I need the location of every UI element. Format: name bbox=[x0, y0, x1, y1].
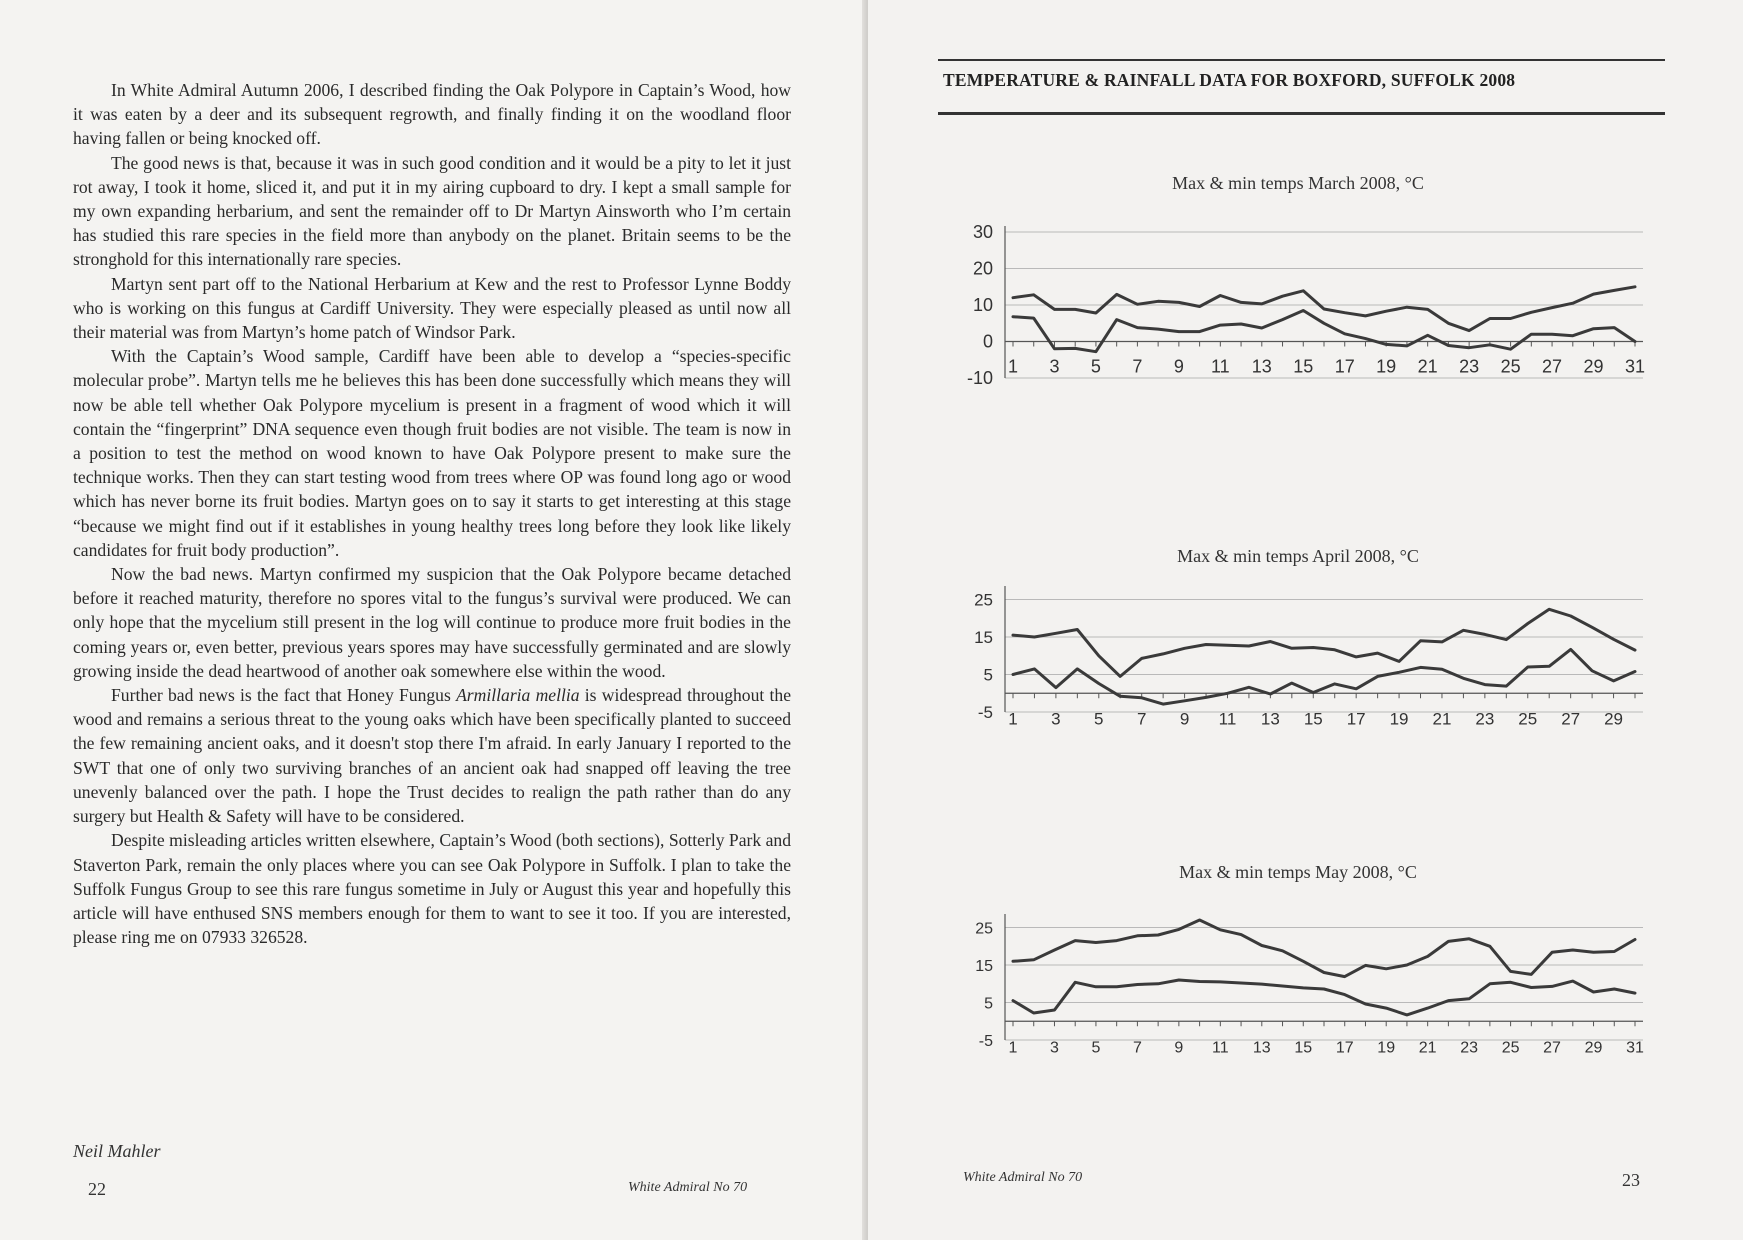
ytick-label-march--10: -10 bbox=[966, 368, 993, 388]
page-number-right: 23 bbox=[1622, 1170, 1640, 1190]
paragraph-7: Despite misleading articles written elsewhere, Captain’s Wood (both sections), Sotterly Park and Staverton Park, remain the only places where you can see Oak Polypore in Suffolk. I plan to take the Suffolk Fungus Group to see this rare fungus sometime in July or August this year and hopefully this article will have enthused SNS members enough for them to want to see it too. If you are interested, please ring me on 07933 326528. bbox=[73, 830, 791, 948]
xtick-label-may-21: 21 bbox=[1418, 1039, 1437, 1057]
xtick-label-april-5: 5 bbox=[1094, 709, 1104, 729]
xtick-label-march-5: 5 bbox=[1090, 356, 1101, 377]
footer-title-right: White Admiral No 70 bbox=[963, 1170, 1083, 1185]
ytick-label-may-5: 5 bbox=[984, 995, 993, 1013]
xtick-label-april-7: 7 bbox=[1136, 709, 1147, 729]
xtick-label-march-19: 19 bbox=[1376, 356, 1397, 377]
xtick-label-may-5: 5 bbox=[1091, 1039, 1101, 1057]
xtick-label-march-7: 7 bbox=[1132, 356, 1143, 377]
ytick-label-march-20: 20 bbox=[972, 258, 993, 279]
ytick-label-march-10: 10 bbox=[972, 295, 993, 315]
series-line-may-max bbox=[1013, 920, 1635, 977]
chart-may bbox=[938, 862, 1658, 1122]
chart-title-april: Max & min temps April 2008, °C bbox=[1177, 546, 1419, 566]
xtick-label-may-25: 25 bbox=[1501, 1039, 1520, 1057]
page-number-left: 22 bbox=[88, 1179, 106, 1199]
xtick-label-april-1: 1 bbox=[1008, 709, 1018, 729]
author-name: Neil Mahler bbox=[73, 1141, 161, 1161]
xtick-label-march-15: 15 bbox=[1293, 356, 1314, 377]
ytick-label-may-15: 15 bbox=[975, 958, 993, 975]
series-line-may-min bbox=[1013, 980, 1635, 1015]
xtick-label-april-17: 17 bbox=[1346, 709, 1366, 729]
xtick-label-april-3: 3 bbox=[1051, 709, 1061, 729]
xtick-label-april-9: 9 bbox=[1179, 709, 1190, 729]
paragraph-6 bbox=[73, 683, 791, 828]
paragraph-3: Martyn sent part off to the National Herbarium at Kew and the rest to Professor Lynne Boddy who is working on this fungus at Cardiff University. They were especially pleased as until now all their material was from Martyn’s home patch of Windsor Park. bbox=[73, 273, 791, 343]
heading-rule-top bbox=[938, 59, 1665, 61]
paragraph-5: Now the bad news. Martyn confirmed my suspicion that the Oak Polypore became detached before it reached maturity, therefore no spores vital to the fungus’s survival were produced. We can only hope that the mycelium still present in the log will continue to produce more fruit bodies in the coming years or, even better, previous years spores may have successfully germinated and are slowly growing inside the dead heartwood of another oak somewhere else within the wood. bbox=[73, 564, 791, 681]
xtick-label-april-21: 21 bbox=[1432, 709, 1452, 729]
paragraph-1: In White Admiral Autumn 2006, I described finding the Oak Polypore in Captain’s Wood, how it was eaten by a deer and its subsequent regrowth, and finally finding it on the woodland floor having fallen or being knocked off. bbox=[73, 80, 791, 149]
ytick-label-april-15: 15 bbox=[974, 628, 993, 647]
xtick-label-march-9: 9 bbox=[1173, 356, 1184, 377]
xtick-label-may-3: 3 bbox=[1050, 1039, 1059, 1057]
xtick-label-march-23: 23 bbox=[1459, 356, 1480, 377]
xtick-label-march-17: 17 bbox=[1334, 356, 1355, 377]
xtick-label-march-13: 13 bbox=[1251, 356, 1272, 377]
ytick-label-april-25: 25 bbox=[974, 590, 993, 610]
xtick-label-april-19: 19 bbox=[1389, 709, 1409, 729]
xtick-label-april-25: 25 bbox=[1518, 709, 1538, 729]
xtick-label-may-11: 11 bbox=[1212, 1039, 1229, 1057]
xtick-label-april-29: 29 bbox=[1604, 709, 1624, 729]
ytick-label-may-25: 25 bbox=[975, 920, 993, 938]
page-heading: TEMPERATURE & RAINFALL DATA FOR BOXFORD, SUFFOLK 2008 bbox=[943, 70, 1516, 90]
xtick-label-may-29: 29 bbox=[1584, 1039, 1603, 1057]
xtick-label-may-7: 7 bbox=[1132, 1039, 1142, 1057]
ytick-label-may--5: -5 bbox=[978, 1033, 993, 1050]
xtick-label-april-13: 13 bbox=[1260, 709, 1280, 729]
left-page bbox=[0, 0, 868, 1240]
xtick-label-may-27: 27 bbox=[1543, 1039, 1561, 1057]
xtick-label-march-31: 31 bbox=[1624, 356, 1646, 377]
xtick-label-march-3: 3 bbox=[1049, 356, 1060, 377]
xtick-label-may-19: 19 bbox=[1377, 1039, 1396, 1057]
xtick-label-march-27: 27 bbox=[1542, 356, 1563, 377]
xtick-label-april-15: 15 bbox=[1303, 709, 1323, 729]
xtick-label-march-29: 29 bbox=[1583, 356, 1604, 377]
xtick-label-may-13: 13 bbox=[1252, 1039, 1271, 1057]
xtick-label-april-23: 23 bbox=[1475, 709, 1495, 729]
ytick-label-march-30: 30 bbox=[972, 222, 993, 242]
chart-april bbox=[938, 542, 1658, 812]
chart-plot-april bbox=[938, 542, 1658, 812]
article-body bbox=[73, 78, 791, 949]
xtick-label-march-11: 11 bbox=[1210, 356, 1230, 377]
series-line-april-min bbox=[1013, 649, 1635, 704]
paragraph-2: The good news is that, because it was in such good condition and it would be a pity to let it just rot away, I took it home, sliced it, and put it in my airing cupboard to dry. I kept a small sample for my own expanding herbarium, and sent the remainder off to Dr Martyn Ainsworth who I’m certain has studied this rare species in the field more than anybody on the planet. Britain seems to be the stronghold for this internationally rare species. bbox=[73, 152, 791, 270]
xtick-label-march-21: 21 bbox=[1417, 356, 1438, 377]
xtick-label-may-1: 1 bbox=[1008, 1039, 1018, 1057]
paragraph-6-end: is widespread throughout the wood and remains a serious threat to the young oaks which have been specifically planted to succeed the few remaining ancient oaks, and it doesn't stop there I'm afraid. In early January I reported to the SWT that one of only two surviving branches of an ancient oak had snapped off leaving the tree unevenly balanced over the path. I hope the Trust decides to realign the path rather than do any surgery but Health & Safety will have to be considered. bbox=[73, 685, 792, 827]
xtick-label-may-9: 9 bbox=[1174, 1039, 1184, 1057]
footer-title-left: White Admiral No 70 bbox=[628, 1180, 748, 1195]
xtick-label-april-11: 11 bbox=[1218, 709, 1237, 729]
paragraph-4: With the Captain’s Wood sample, Cardiff have been able to develop a “species-specific molecular probe”. Martyn tells me he believes this has been done successfully which means they will now be able tell whether Oak Polypore mycelium is present in a fragment of wood which it will contain the “fingerprint” DNA sequence even though fruit bodies are not visible. The team is now in a position to test the method on wood known to have Oak Polypore present to make sure the technique works. Then they can start testing wood from trees where OP was found long ago or wood which has never borne its fruit bodies. Martyn goes on to say it starts to get interesting at this stage “because we might find out if it establishes in young healthy trees long before they look like likely candidates for fruit body production”. bbox=[73, 346, 791, 560]
xtick-label-april-27: 27 bbox=[1561, 709, 1581, 729]
paragraph-6-start: Further bad news is the fact that Honey Fungus bbox=[111, 685, 457, 706]
xtick-label-march-25: 25 bbox=[1500, 356, 1521, 377]
chart-plot-march bbox=[938, 170, 1658, 440]
chart-plot-may bbox=[938, 862, 1658, 1122]
xtick-label-march-1: 1 bbox=[1007, 356, 1019, 377]
xtick-label-may-31: 31 bbox=[1626, 1039, 1644, 1057]
xtick-label-may-23: 23 bbox=[1460, 1039, 1479, 1057]
xtick-label-may-15: 15 bbox=[1294, 1039, 1313, 1057]
species-name: Armillaria mellia bbox=[456, 685, 580, 706]
chart-title-march: Max & min temps March 2008, °C bbox=[1172, 173, 1424, 193]
heading-rule-bottom bbox=[938, 112, 1665, 115]
chart-title-may: Max & min temps May 2008, °C bbox=[1179, 862, 1417, 882]
ytick-label-april-5: 5 bbox=[983, 665, 993, 685]
ytick-label-march-0: 0 bbox=[982, 331, 993, 352]
xtick-label-may-17: 17 bbox=[1335, 1039, 1354, 1057]
ytick-label-april--5: -5 bbox=[977, 703, 993, 722]
chart-march bbox=[938, 170, 1658, 440]
